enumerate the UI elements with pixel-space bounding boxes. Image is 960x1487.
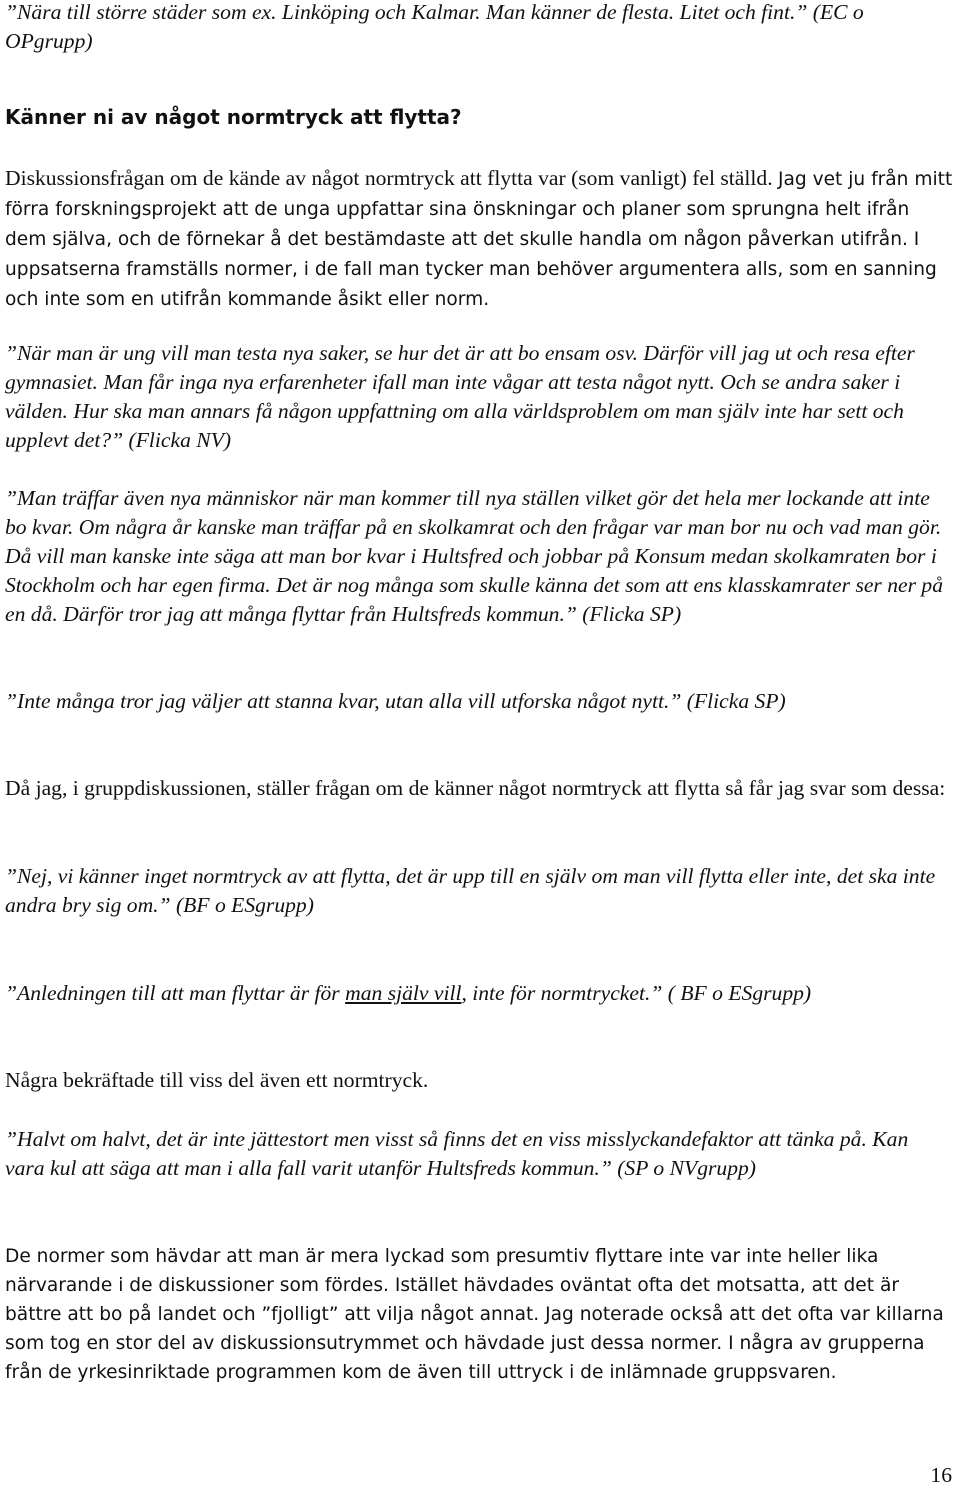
- quote-flicka-sp-1: ”Man träffar även nya människor när man kommer till nya ställen vilket gör det hela mer lockande att inte bo kvar. Om några år kanske man träffar på en skolkamrat och den frågar var man bor nu och vad man gör. Då vill man kanske inte säga att man bor kvar i Hultsfred och jobbar på Konsum medan skolkamraten bor i Stockholm och har egen firma. Det är nog många som skulle känna det som att ens klasskamrater ser ner på en då. Därför tror jag att många flyttar från Hultsfreds kommun.” (Flicka SP): [5, 486, 944, 626]
- paragraph-1-sans: Jag vet ju från mitt förra forskningsprojekt att de unga uppfattar sina önskningar och planer som sprungna helt ifrån dem själva, och de förnekar å det bestämdaste att det skulle handla om någon påverkan utifrån. I uppsatserna framställs normer, i de fall man tycker man behöver argumentera alls, som en sanning och inte som en utifrån kommande åsikt eller norm.: [5, 169, 953, 310]
- page-number: 16: [930, 1463, 952, 1487]
- paragraph-4: De normer som hävdar att man är mera lyckad som presumtiv flyttare inte var inte heller lika närvarande i de diskussioner som fördes. Istället hävdades oväntat ofta det motsatta, att det är bättre att bo på landet och ”fjolligt” att vilja något annat. Jag noterade också att det ofta var killarna som tog en stor del av diskussionsutrymmet och hävdade just dessa normer. I några av grupperna från de yrkesinriktade programmen kom de även till uttryck i de inlämnade gruppsvaren.: [5, 1246, 944, 1383]
- quote-bf-es-2: [5, 979, 953, 1008]
- quote-sp-nv: ”Halvt om halvt, det är inte jättestort men visst så finns det en viss misslyckandefaktor att tänka på. Kan vara kul att säga att man i alla fall varit utanför Hultsfreds kommun.” (SP o NVgrupp): [5, 1127, 909, 1180]
- section-heading: Känner ni av något normtryck att flytta?: [5, 105, 462, 129]
- quote-bf-es-2-post: , inte för normtrycket.” ( BF o ESgrupp): [461, 981, 812, 1005]
- quote-flicka-nv: ”När man är ung vill man testa nya saker, se hur det är att bo ensam osv. Därför vill jag ut och resa efter gymnasiet. Man får inga nya erfarenheter ifall man inte vågar att testa något nytt. Och se andra saker i välden. Hur ska man annars få någon uppfattning om alla världsproblem om man själv inte har sett och upplevt det?” (Flicka NV): [5, 341, 915, 452]
- quote-flicka-sp-2: ”Inte många tror jag väljer att stanna kvar, utan alla vill utforska något nytt.” (Flicka SP): [5, 689, 786, 713]
- quote-bf-es-1: ”Nej, vi känner inget normtryck av att flytta, det är upp till en själv om man vill flytta eller inte, det ska inte andra bry sig om.” (BF o ESgrupp): [5, 864, 936, 917]
- paragraph-1: [5, 164, 953, 314]
- underlined-phrase: man själv vill: [345, 981, 462, 1005]
- paragraph-1-serif: Diskussionsfrågan om de kände av något normtryck att flytta var (som vanligt) fel ställd.: [5, 166, 778, 190]
- paragraph-2: Då jag, i gruppdiskussionen, ställer frågan om de känner något normtryck att flytta så får jag svar som dessa:: [5, 776, 946, 800]
- paragraph-3: Några bekräftade till viss del även ett normtryck.: [5, 1068, 429, 1092]
- intro-quote: ”Nära till större städer som ex. Linköping och Kalmar. Man känner de flesta. Litet och fint.” (EC o OPgrupp): [5, 0, 864, 53]
- quote-bf-es-2-pre: ”Anledningen till att man flyttar är för: [5, 981, 346, 1005]
